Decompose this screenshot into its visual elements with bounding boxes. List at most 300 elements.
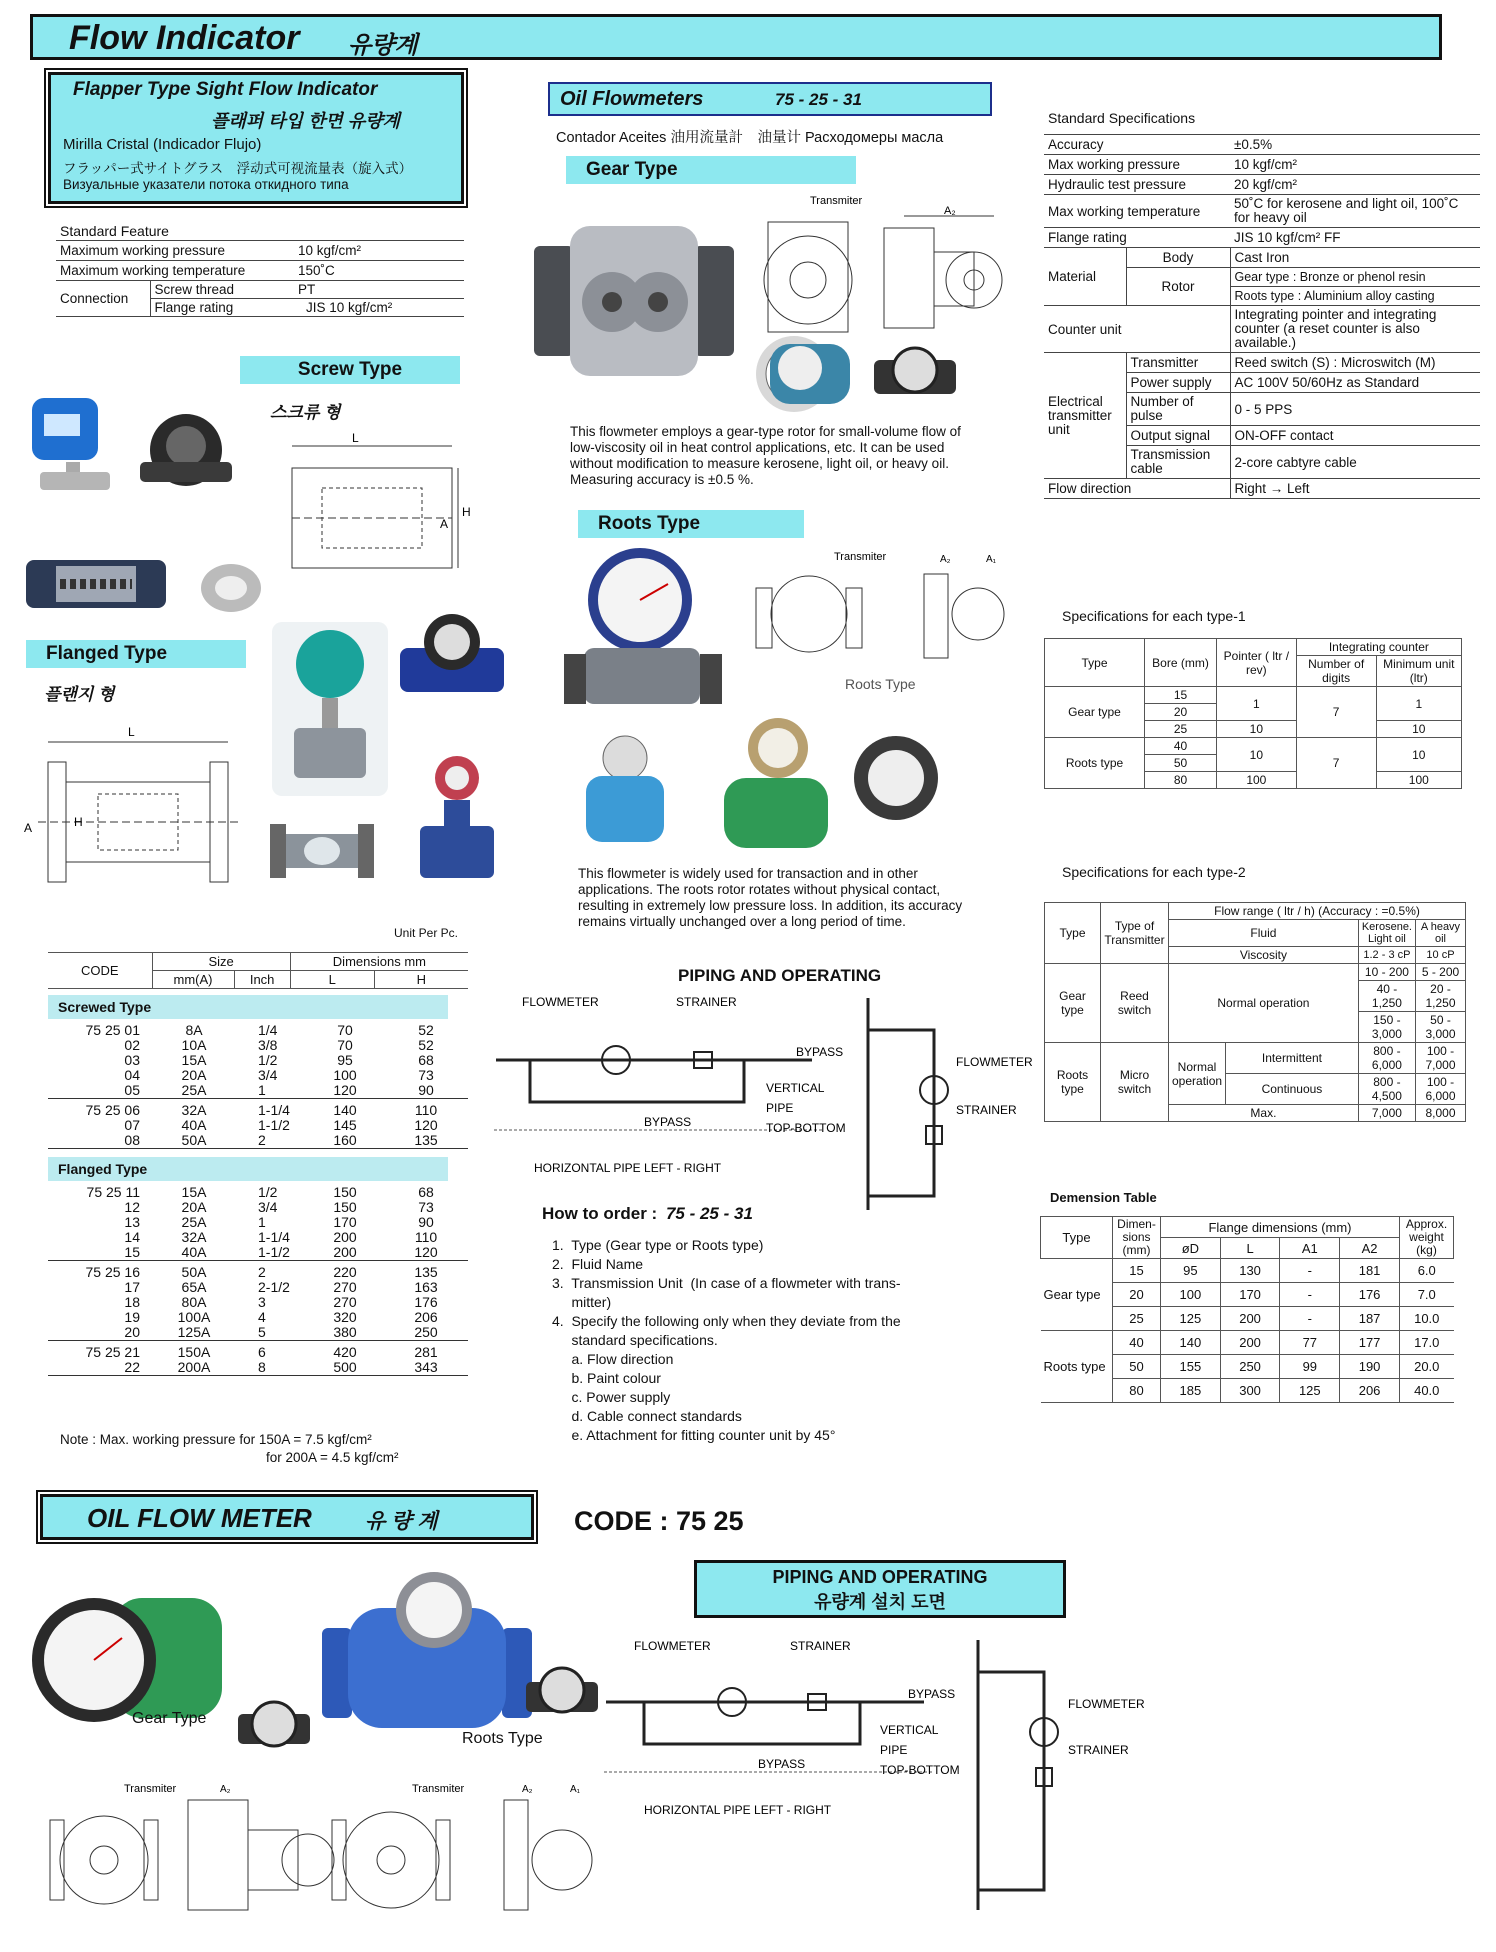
s2-val: 5 - 200: [1416, 964, 1466, 981]
code-cell-mm: 50A 65A 80A 100A 125A: [177, 1264, 211, 1340]
body-value: Cast Iron: [1230, 248, 1480, 268]
spec-value: AC 100V 50/60Hz as Standard: [1230, 373, 1480, 393]
screw-thread-value: PT: [294, 281, 464, 299]
s1-val: 7: [1296, 687, 1376, 738]
pipe-flowmeter-label: FLOWMETER: [522, 995, 599, 1009]
dim-cell: 140: [1161, 1331, 1221, 1355]
dim-cell: 206: [1340, 1379, 1400, 1403]
flanged-sight-photo: [270, 820, 374, 882]
pipe-strainer-label: STRAINER: [676, 995, 737, 1009]
s2-gear: Gear type: [1045, 964, 1101, 1043]
spec-label: Transmitter: [1126, 353, 1230, 373]
svg-text:A₂: A₂: [220, 1784, 231, 1795]
dim-cell: 40: [1113, 1331, 1161, 1355]
s2-kero: Kerosene. Light oil: [1358, 920, 1415, 947]
dim-type-cell: Gear type: [1041, 1259, 1113, 1331]
dim-cell: 15: [1113, 1259, 1161, 1283]
dim-cell: 190: [1340, 1355, 1400, 1379]
elec-label: Electrical transmitter unit: [1044, 353, 1126, 479]
dim-cell: 6.0: [1400, 1259, 1454, 1283]
oil-flowmeters-box: [548, 82, 992, 116]
bottom-transmiter-2: Transmiter: [412, 1783, 465, 1795]
s2-cont: Continuous: [1226, 1074, 1359, 1105]
dim-cell: 100: [1161, 1283, 1221, 1307]
dim-cell: 80: [1113, 1379, 1161, 1403]
spec-label: Accuracy: [1044, 135, 1230, 155]
spec-label: Transmission cable: [1126, 446, 1230, 479]
dim-a1: A1: [1280, 1238, 1340, 1259]
std-spec-table: [1044, 134, 1480, 499]
dim-od: øD: [1161, 1238, 1221, 1259]
pipe-bypass-label: BYPASS: [644, 1115, 692, 1129]
s2-visc: Viscosity: [1169, 947, 1359, 964]
dim-cell: 20: [1113, 1283, 1161, 1307]
s2-visc-k: 1.2 - 3 cP: [1358, 947, 1415, 964]
spec-value: JIS 10 kgf/cm² FF: [1230, 228, 1480, 248]
code-cell-codes: 75 25 01 02 03 04 05: [85, 1022, 140, 1098]
gear-type-heading: Gear Type: [566, 156, 856, 184]
order-item: 3. Transmission Unit (In case of a flowmeter with trans-: [552, 1275, 901, 1291]
svg-text:A₁: A₁: [570, 1784, 581, 1795]
s2-val: 150 - 3,000: [1358, 1012, 1415, 1043]
connection-label: [56, 281, 294, 317]
svg-text:H: H: [462, 505, 471, 519]
code-cell-inch: 1/2 3/4 1 1-1/4 1-1/2: [258, 1184, 290, 1260]
transmiter-label: Transmiter: [810, 195, 863, 207]
sight-glass-photo: [196, 560, 266, 616]
connection-text: Connection: [60, 291, 129, 306]
s2-heavy: A heavy oil: [1416, 920, 1466, 947]
s1-bore-val: 50: [1145, 755, 1217, 772]
roots-meter-photo: [558, 544, 728, 714]
dim-row: [1041, 1259, 1454, 1283]
flapper-jp: フラッパー式サイトグラス 浮动式可视流量表（旋入式）: [63, 161, 413, 176]
s1-val: 1: [1376, 687, 1461, 721]
dim-cell: 99: [1280, 1355, 1340, 1379]
header-title: Flow Indicator: [69, 19, 300, 57]
code-cell-inch: 2 2-1/2 3 4 5: [258, 1264, 290, 1340]
order-list: [552, 1236, 972, 1445]
col-mm: mm(A): [152, 971, 234, 989]
s1-digits: Number of digits: [1296, 656, 1376, 687]
s1-roots: Roots type: [1045, 738, 1145, 789]
s2-val: 100 - 6,000: [1416, 1074, 1466, 1105]
feature-value: 150˚C: [294, 261, 464, 281]
order-item: d. Cable connect standards: [552, 1408, 742, 1424]
flapper-title-ko: 플래퍼 타입 한면 유량계: [211, 111, 400, 131]
bottom-piping-diagram: [604, 1620, 1145, 1920]
code-cell-inch: 1-1/4 1-1/2 2: [258, 1102, 290, 1148]
spec-label: Flow direction: [1044, 479, 1230, 499]
s2-val: 800 - 6,000: [1358, 1043, 1415, 1074]
dim-type: Type: [1041, 1217, 1113, 1259]
spec-label: Hydraulic test pressure: [1044, 175, 1230, 195]
col-h: H: [374, 971, 468, 989]
dim-cell: 177: [1340, 1331, 1400, 1355]
dim-cell: 155: [1161, 1355, 1221, 1379]
s1-val: 10: [1376, 738, 1461, 772]
spec1-table: [1044, 638, 1462, 789]
s2-max: Max.: [1169, 1105, 1359, 1122]
screw-thread-label: Screw thread: [151, 281, 295, 299]
s2-val: 8,000: [1416, 1105, 1466, 1122]
col-inch: Inch: [234, 971, 290, 989]
bp-vertical-label: VERTICAL: [880, 1723, 939, 1737]
code-cell-mm: 32A 40A 50A: [181, 1102, 207, 1148]
spec-label: Counter unit: [1044, 306, 1230, 353]
svg-text:A₁: A₁: [986, 554, 997, 565]
s2-micro: Micro switch: [1101, 1043, 1169, 1122]
oil-flow-meter-ko: 유 량 계: [365, 1510, 438, 1533]
svg-text:L: L: [128, 725, 135, 739]
code-group: [48, 1185, 468, 1261]
dim-cell: -: [1280, 1283, 1340, 1307]
dim-a2: A2: [1340, 1238, 1400, 1259]
flanged-type-label: Flanged Type: [48, 1157, 448, 1181]
standard-feature-table: [56, 240, 464, 317]
code-group: [48, 1265, 468, 1341]
order-item: 2. Fluid Name: [552, 1256, 644, 1272]
code-group: [48, 1345, 468, 1376]
roots-blue-photo: [580, 730, 670, 846]
bottom-code: CODE : 75 25: [574, 1506, 744, 1536]
screw-meter-photo-blue: [26, 392, 126, 502]
s2-val: 50 - 3,000: [1416, 1012, 1466, 1043]
s1-type: Type: [1045, 639, 1145, 687]
order-item: standard specifications.: [552, 1332, 718, 1348]
pressure-note-1: Note : Max. working pressure for 150A = 7.5 kgf/cm²: [60, 1432, 372, 1447]
s2-roots: Roots type: [1045, 1043, 1101, 1122]
bp-horizontal-label: HORIZONTAL PIPE LEFT - RIGHT: [644, 1803, 832, 1817]
s1-gear: Gear type: [1045, 687, 1145, 738]
dim-cell: 185: [1161, 1379, 1221, 1403]
piping-title: PIPING AND OPERATING: [678, 966, 882, 985]
flanged-type-ko: 플랜지 형: [44, 685, 115, 704]
pipe-tb-label: TOP-BOTTOM: [766, 1121, 846, 1135]
code-cell-h: 68 73 90 110 120: [414, 1184, 438, 1260]
spec-value: ON-OFF contact: [1230, 426, 1480, 446]
svg-text:A₂: A₂: [940, 554, 951, 565]
oil-flow-meter-title: OIL FLOW METER: [87, 1503, 312, 1533]
dim-cell: -: [1280, 1259, 1340, 1283]
dim-l: L: [1220, 1238, 1280, 1259]
s1-val: 10: [1217, 738, 1297, 772]
col-dims: Dimensions mm: [290, 953, 468, 971]
dim-dims: Dimen- sions (mm): [1113, 1217, 1161, 1259]
s2-val: 100 - 7,000: [1416, 1043, 1466, 1074]
bottom-piping-box: [694, 1560, 1066, 1618]
dim-cell: -: [1280, 1307, 1340, 1331]
pressure-note-2: for 200A = 4.5 kgf/cm²: [266, 1450, 399, 1465]
screw-type-drawing: [272, 428, 482, 588]
gear-rotor-photo: [534, 206, 734, 392]
dim-cell: 300: [1220, 1379, 1280, 1403]
spec-label: Output signal: [1126, 426, 1230, 446]
s1-val: 10: [1217, 721, 1297, 738]
bp-pipe-label: PIPE: [880, 1743, 908, 1757]
order-item: a. Flow direction: [552, 1351, 674, 1367]
screw-type-heading: Screw Type: [240, 356, 460, 384]
order-item: 4. Specify the following only when they deviate from the: [552, 1313, 901, 1329]
roots-black-photo: [846, 730, 946, 830]
svg-text:A₂: A₂: [944, 205, 956, 217]
oil-flowmeters-title: Oil Flowmeters: [560, 88, 704, 110]
bottom-piping-ko: 유량계 설치 도면: [814, 1592, 946, 1612]
dim-table: [1040, 1216, 1454, 1403]
dim-cell: 25: [1113, 1307, 1161, 1331]
spec-label: Number of pulse: [1126, 393, 1230, 426]
order-item: b. Paint colour: [552, 1370, 661, 1386]
dim-cell: 17.0: [1400, 1331, 1454, 1355]
pipe-pipe-label: PIPE: [766, 1101, 794, 1115]
code-cell-mm: 8A 10A 15A 20A 25A: [181, 1022, 207, 1098]
spec-value: 2-core cabtyre cable: [1230, 446, 1480, 479]
code-cell-codes: 75 25 21 22: [85, 1344, 140, 1375]
code-cell-h: 135 163 176 206 250: [414, 1264, 438, 1340]
code-table: [48, 952, 468, 1376]
bp-strainer-label: STRAINER: [790, 1639, 851, 1653]
s1-bore-val: 15: [1145, 687, 1217, 704]
spec-value: 50˚C for kerosene and light oil, 100˚C for heavy oil: [1230, 195, 1480, 228]
dim-cell: 50: [1113, 1355, 1161, 1379]
col-code: CODE: [48, 953, 152, 989]
roots-description: This flowmeter is widely used for transaction and in other applications. The roots rotor rotates without physical contact, resulting in extremely low pressure loss. In addition, its accuracy remains virtually unchanged over a long period of time.: [578, 866, 963, 929]
spec-value: Reed switch (S) : Microswitch (M): [1230, 353, 1480, 373]
feature-label: Maximum working pressure: [56, 241, 294, 261]
code-cell-l: 70 70 95 100 120: [333, 1022, 357, 1098]
s2-val: 40 - 1,250: [1358, 981, 1415, 1012]
screw-type-ko: 스크류 형: [270, 403, 341, 422]
spec2-table: [1044, 902, 1466, 1122]
code-cell-h: 281 343: [414, 1344, 438, 1375]
svg-text:H: H: [74, 815, 83, 829]
pipe-horizontal-label: HORIZONTAL PIPE LEFT - RIGHT: [534, 1161, 722, 1175]
rotor-label: Rotor: [1126, 268, 1230, 306]
screwed-type-label: Screwed Type: [48, 995, 448, 1019]
spec-value: ±0.5%: [1230, 135, 1480, 155]
flanged-type-drawing: [18, 722, 238, 892]
s1-bore-val: 80: [1145, 772, 1217, 789]
roots-type-drawing: [746, 548, 1008, 668]
dim-cell: 10.0: [1400, 1307, 1454, 1331]
screwed-groups: [48, 1023, 468, 1149]
bottom-roots-label: Roots Type: [462, 1730, 543, 1747]
code-cell-mm: 150A 200A: [177, 1344, 211, 1375]
flapper-box: [48, 72, 464, 204]
dim-type-cell: Roots type: [1041, 1331, 1113, 1403]
roots-caption: Roots Type: [845, 676, 916, 692]
code-cell-inch: 6 8: [258, 1344, 266, 1375]
spec2-heading: Specifications for each type-2: [1062, 864, 1246, 880]
spec-value: 10 kgf/cm²: [1230, 155, 1480, 175]
s1-val: 1: [1217, 687, 1297, 721]
dim-cell: 170: [1220, 1283, 1280, 1307]
code-group: [48, 1103, 468, 1149]
spec-value: 0 - 5 PPS: [1230, 393, 1480, 426]
pipe-bypass-v-label: BYPASS: [796, 1045, 844, 1059]
s1-pointer: Pointer ( ltr / rev): [1217, 639, 1297, 687]
flange-rating-value: JIS 10 kgf/cm²: [306, 300, 393, 315]
s1-val: 7: [1296, 738, 1376, 789]
svg-text:L: L: [352, 431, 359, 445]
dim-weight: Approx. weight (kg): [1400, 1217, 1454, 1259]
code-cell-mm: 15A 20A 25A 32A 40A: [181, 1184, 207, 1260]
flanged-groups: [48, 1185, 468, 1376]
dim-flange: Flange dimensions (mm): [1161, 1217, 1400, 1238]
flapper-ru: Визуальные указатели потока откидного типа: [63, 177, 349, 192]
code-cell-codes: 75 25 11 12 13 14 15: [86, 1184, 140, 1260]
bottom-roots-photo: [322, 1568, 532, 1738]
bottom-transmiter-1: Transmiter: [124, 1783, 177, 1795]
flapper-es: Mirilla Cristal (Indicador Flujo): [63, 136, 262, 153]
dim-row: [1041, 1331, 1454, 1355]
bottom-roots-drawing: [326, 1780, 626, 1920]
oil-flow-meter-bar: [40, 1494, 534, 1540]
oil-subtitle: Contador Aceites 油用流量計 油量计 Расходомеры масла: [556, 130, 944, 146]
flanged-electromag-photo: [414, 752, 500, 882]
std-spec-heading: Standard Specifications: [1048, 110, 1196, 126]
spec-value: Right → Left: [1230, 479, 1480, 499]
s2-fluid: Fluid: [1169, 920, 1359, 947]
bottom-gear-small-photo: [236, 1692, 312, 1762]
piping-diagram: [494, 990, 1084, 1220]
s1-val: 100: [1217, 772, 1297, 789]
s2-visc-h: 10 cP: [1416, 947, 1466, 964]
s1-bore: Bore (mm): [1145, 639, 1217, 687]
flapper-title: Flapper Type Sight Flow Indicator: [73, 79, 378, 100]
s1-val: 100: [1376, 772, 1461, 789]
dim-cell: 7.0: [1400, 1283, 1454, 1307]
flanged-water-meter-photo: [398, 608, 506, 712]
pipe-v-strainer-label: STRAINER: [956, 1103, 1017, 1117]
dim-cell: 20.0: [1400, 1355, 1454, 1379]
spec-label: Power supply: [1126, 373, 1230, 393]
roots-type-heading: Roots Type: [578, 510, 804, 538]
dim-cell: 187: [1340, 1307, 1400, 1331]
svg-text:A: A: [440, 517, 449, 531]
roots-transmiter-label: Transmiter: [834, 551, 887, 563]
s2-val: 800 - 4,500: [1358, 1074, 1415, 1105]
code-cell-inch: 1/4 3/8 1/2 3/4 1: [258, 1022, 278, 1098]
s2-type: Type: [1045, 903, 1101, 964]
spec-label: Flange rating: [1044, 228, 1230, 248]
dim-cell: 181: [1340, 1259, 1400, 1283]
s2-val: 10 - 200: [1358, 964, 1415, 981]
code-cell-l: 220 270 270 320 380: [333, 1264, 357, 1340]
order-item: mitter): [552, 1294, 612, 1310]
pipe-vertical-label: VERTICAL: [766, 1081, 825, 1095]
dim-cell: 125: [1280, 1379, 1340, 1403]
s1-bore-val: 40: [1145, 738, 1217, 755]
s1-bore-val: 25: [1145, 721, 1217, 738]
code-group: [48, 1023, 468, 1099]
order-item: 1. Type (Gear type or Roots type): [552, 1237, 764, 1253]
rotor-roots: Roots type : Aluminium alloy casting: [1230, 287, 1480, 306]
feature-label: Maximum working temperature: [56, 261, 294, 281]
spec1-heading: Specifications for each type-1: [1062, 608, 1246, 624]
code-cell-l: 420 500: [333, 1344, 357, 1375]
body-label: Body: [1126, 248, 1230, 268]
s1-min: Minimum unit (ltr): [1376, 656, 1461, 687]
spec-label: Max working temperature: [1044, 195, 1230, 228]
order-title: [542, 1204, 753, 1224]
dim-cell: 250: [1220, 1355, 1280, 1379]
col-size: Size: [152, 953, 290, 971]
dim-cell: 200: [1220, 1331, 1280, 1355]
unit-per-pc: Unit Per Pc.: [394, 926, 459, 940]
col-l: L: [290, 971, 374, 989]
header-bar: [30, 14, 1442, 60]
rotor-gear: Gear type : Bronze or phenol resin: [1230, 268, 1480, 287]
code-cell-h: 52 52 68 73 90: [418, 1022, 434, 1098]
flanged-teal-photo: [272, 622, 388, 796]
bp-v-strainer-label: STRAINER: [1068, 1743, 1129, 1757]
bottom-roots-small-photo: [524, 1656, 600, 1728]
code-cell-l: 140 145 160: [333, 1102, 357, 1148]
dim-cell: 77: [1280, 1331, 1340, 1355]
s2-normal2: Normal operation: [1169, 1043, 1226, 1105]
code-cell-l: 150 150 170 200 200: [333, 1184, 357, 1260]
order-item: e. Attachment for fitting counter unit by 45°: [552, 1427, 836, 1443]
screw-meter-photo-black: [136, 398, 236, 498]
s2-val: 7,000: [1358, 1105, 1415, 1122]
s2-normal: Normal operation: [1169, 964, 1359, 1043]
standard-feature-heading: Standard Feature: [60, 223, 169, 239]
s2-int: Intermittent: [1226, 1043, 1359, 1074]
s2-flow: Flow range ( ltr / h) (Accuracy : =0.5%): [1169, 903, 1466, 920]
material-label: Material: [1044, 248, 1126, 306]
oil-flowmeters-code: 75 - 25 - 31: [775, 90, 862, 109]
svg-text:A₂: A₂: [522, 1784, 533, 1795]
screw-inline-photo: [26, 552, 166, 616]
code-cell-codes: 75 25 06 07 08: [85, 1102, 140, 1148]
s1-integ: Integrating counter: [1296, 639, 1461, 656]
s1-bore-val: 20: [1145, 704, 1217, 721]
bottom-gear-label: Gear Type: [132, 1710, 207, 1727]
spec-label: Max working pressure: [1044, 155, 1230, 175]
dim-cell: 40.0: [1400, 1379, 1454, 1403]
header-title-ko: 유량계: [348, 32, 418, 59]
bp-v-flowmeter-label: FLOWMETER: [1068, 1697, 1145, 1711]
flange-rating-label: Flange rating: [154, 300, 234, 315]
gear-description: This flowmeter employs a gear-type rotor for small-volume flow of low-viscosity oil in heat control applications, etc. It can be used without modification to measure kerosene, light oil, or heavy oil. Measuring accuracy is ±0.5 %.: [570, 424, 961, 487]
s2-val: 20 - 1,250: [1416, 981, 1466, 1012]
dim-cell: 176: [1340, 1283, 1400, 1307]
order-title-text: How to order :: [542, 1204, 658, 1223]
bp-bypass-label: BYPASS: [758, 1757, 806, 1771]
bottom-piping-title: PIPING AND OPERATING: [772, 1567, 988, 1587]
bp-bypass-v-label: BYPASS: [908, 1687, 956, 1701]
feature-value: 10 kgf/cm²: [294, 241, 464, 261]
dim-heading: Demension Table: [1050, 1190, 1157, 1205]
flanged-type-heading: Flanged Type: [26, 640, 246, 668]
dim-cell: 200: [1220, 1307, 1280, 1331]
spec-value: 20 kgf/cm²: [1230, 175, 1480, 195]
code-cell-h: 110 120 135: [414, 1102, 438, 1148]
gear-type-drawing: [754, 192, 1016, 352]
pipe-v-flowmeter-label: FLOWMETER: [956, 1055, 1033, 1069]
roots-green-photo: [710, 712, 840, 852]
code-cell-codes: 75 25 16 17 18 19 20: [85, 1264, 140, 1340]
bp-tb-label: TOP-BOTTOM: [880, 1763, 960, 1777]
spec-value: Integrating pointer and integrating counter (a reset counter is also available.): [1230, 306, 1480, 353]
svg-text:A: A: [24, 821, 33, 835]
dim-cell: 125: [1161, 1307, 1221, 1331]
bp-flowmeter-label: FLOWMETER: [634, 1639, 711, 1653]
s1-val: 10: [1376, 721, 1461, 738]
order-item: c. Power supply: [552, 1389, 671, 1405]
bottom-gear-drawing: [40, 1780, 340, 1920]
